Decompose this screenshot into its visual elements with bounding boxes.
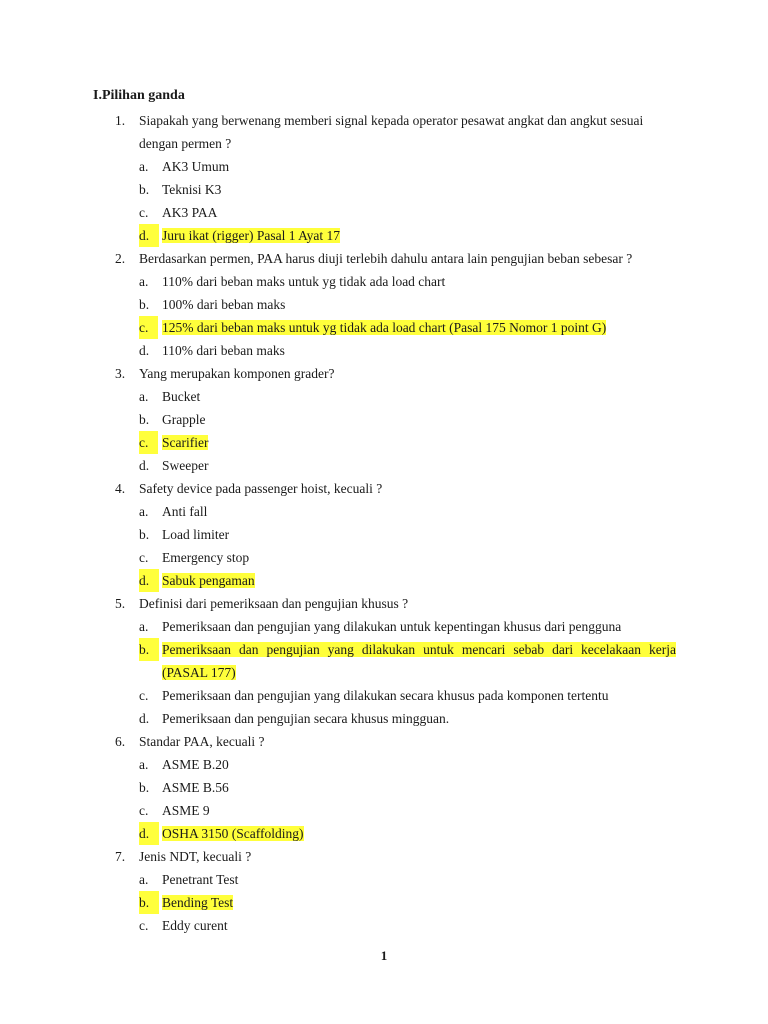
option (0, 868, 768, 891)
option-text-wrap (162, 822, 676, 845)
option-text-wrap (162, 385, 676, 408)
option-text: Pemeriksaan dan pengujian yang dilakukan secara khusus pada komponen tertentu (162, 688, 609, 703)
option-text-wrap (162, 178, 676, 201)
option-text-wrap (162, 431, 676, 454)
option-letter: b. (139, 297, 150, 312)
option-text-wrap (162, 201, 676, 224)
option (0, 799, 768, 822)
option-text-wrap (162, 891, 676, 914)
highlighted-answer-text: Pemeriksaan dan pengujian yang dilakukan untuk mencari sebab dari kecelakaan kerja (PASAL 177) (162, 642, 676, 680)
highlighted-answer-text: Bending Test (162, 895, 234, 910)
option-text: Bucket (162, 389, 201, 404)
option-text: Anti fall (162, 504, 208, 519)
question-text: Yang merupakan komponen grader? (139, 366, 335, 381)
question-number: 3. (115, 366, 126, 381)
question-stem (0, 362, 768, 385)
option-text: ASME B.56 (162, 780, 229, 795)
highlighted-answer-text: 125% dari beban maks untuk yg tidak ada load chart (Pasal 175 Nomor 1 point G) (162, 320, 607, 335)
option (0, 201, 768, 224)
option-text-wrap (162, 523, 676, 546)
question-stem (0, 247, 768, 270)
option-letter: d. (139, 458, 150, 473)
option-text-wrap (162, 454, 676, 477)
question-7 (0, 845, 768, 937)
option-letter: a. (139, 504, 149, 519)
option-text: Emergency stop (162, 550, 250, 565)
option (0, 546, 768, 569)
option (0, 408, 768, 431)
question-2 (0, 247, 768, 362)
option-letter: c. (139, 431, 158, 454)
option-text: 100% dari beban maks (162, 297, 286, 312)
option-text-wrap (162, 500, 676, 523)
option-correct-answer (0, 891, 768, 914)
option-letter: a. (139, 159, 149, 174)
option-text: ASME B.20 (162, 757, 229, 772)
option-letter: b. (139, 891, 159, 914)
option-letter: b. (139, 638, 159, 661)
option-text-wrap (162, 615, 676, 638)
option (0, 523, 768, 546)
question-text: Definisi dari pemeriksaan dan pengujian khusus ? (139, 596, 409, 611)
option-letter: c. (139, 803, 149, 818)
question-text: Siapakah yang berwenang memberi signal kepada operator pesawat angkat dan angkut sesuai dengan permen ? (139, 113, 644, 151)
highlighted-answer-text: Juru ikat (rigger) Pasal 1 Ayat 17 (162, 228, 340, 243)
highlighted-answer-text: OSHA 3150 (Scaffolding) (162, 826, 304, 841)
option-correct-answer (0, 569, 768, 592)
question-stem (0, 730, 768, 753)
option-correct-answer (0, 224, 768, 247)
option-text-wrap (162, 684, 676, 707)
question-3 (0, 362, 768, 477)
question-number: 1. (115, 113, 126, 128)
question-text: Safety device pada passenger hoist, kecuali ? (139, 481, 383, 496)
option (0, 339, 768, 362)
option (0, 385, 768, 408)
option-text: Pemeriksaan dan pengujian secara khusus mingguan. (162, 711, 450, 726)
question-list (0, 109, 768, 937)
option (0, 178, 768, 201)
option-text-wrap (162, 914, 676, 937)
option-letter: d. (139, 343, 150, 358)
question-stem (0, 592, 768, 615)
question-stem (0, 109, 768, 155)
question-number: 4. (115, 481, 126, 496)
question-text: Standar PAA, kecuali ? (139, 734, 265, 749)
question-stem (0, 477, 768, 500)
option-letter: d. (139, 569, 159, 592)
option (0, 707, 768, 730)
option-text-wrap (162, 316, 676, 339)
option-text-wrap (162, 408, 676, 431)
option-text-wrap (162, 293, 676, 316)
option-text-wrap (162, 868, 676, 891)
option-letter: a. (139, 389, 149, 404)
option-text-wrap (162, 339, 676, 362)
option-text: Eddy curent (162, 918, 228, 933)
option-text-wrap (162, 799, 676, 822)
option-letter: d. (139, 711, 150, 726)
option-letter: b. (139, 412, 150, 427)
option-letter: a. (139, 757, 149, 772)
question-text: Berdasarkan permen, PAA harus diuji terlebih dahulu antara lain pengujian beban sebesar ? (139, 251, 633, 266)
option-text: Penetrant Test (162, 872, 239, 887)
option-text-wrap (162, 569, 676, 592)
question-5 (0, 592, 768, 730)
option-text: AK3 PAA (162, 205, 218, 220)
option-text: 110% dari beban maks untuk yg tidak ada load chart (162, 274, 446, 289)
question-number: 2. (115, 251, 126, 266)
option-letter: c. (139, 550, 149, 565)
option (0, 753, 768, 776)
option-correct-answer (0, 431, 768, 454)
option (0, 454, 768, 477)
section-title: I.Pilihan ganda (93, 88, 185, 103)
option-text-wrap (162, 155, 676, 178)
option-letter: b. (139, 527, 150, 542)
option-letter: c. (139, 688, 149, 703)
question-4 (0, 477, 768, 592)
option (0, 914, 768, 937)
option-text-wrap (162, 753, 676, 776)
option-text: 110% dari beban maks (162, 343, 285, 358)
option-text: Sweeper (162, 458, 209, 473)
option-letter: a. (139, 274, 149, 289)
option-letter: c. (139, 918, 149, 933)
option-letter: d. (139, 822, 159, 845)
option (0, 684, 768, 707)
question-1 (0, 109, 768, 247)
option-letter: c. (139, 316, 158, 339)
highlighted-answer-text: Scarifier (162, 435, 209, 450)
option-text-wrap (162, 638, 676, 684)
option-text-wrap (162, 707, 676, 730)
option-letter: b. (139, 182, 150, 197)
page-number: 1 (380, 948, 388, 963)
option-text: Teknisi K3 (162, 182, 222, 197)
question-number: 5. (115, 596, 126, 611)
question-6 (0, 730, 768, 845)
option-text-wrap (162, 546, 676, 569)
option-correct-answer (0, 638, 768, 684)
option-letter: a. (139, 619, 149, 634)
option-letter: a. (139, 872, 149, 887)
option-letter: c. (139, 205, 149, 220)
option-correct-answer (0, 316, 768, 339)
question-text: Jenis NDT, kecuali ? (139, 849, 252, 864)
option (0, 155, 768, 178)
option-text: AK3 Umum (162, 159, 230, 174)
option (0, 776, 768, 799)
option-text: Pemeriksaan dan pengujian yang dilakukan untuk kepentingan khusus dari pengguna (162, 619, 622, 634)
question-number: 6. (115, 734, 126, 749)
option-text: ASME 9 (162, 803, 210, 818)
option (0, 270, 768, 293)
option-text-wrap (162, 224, 676, 247)
option (0, 615, 768, 638)
option-text-wrap (162, 776, 676, 799)
option-text-wrap (162, 270, 676, 293)
option-correct-answer (0, 822, 768, 845)
option-text: Grapple (162, 412, 206, 427)
question-number: 7. (115, 849, 126, 864)
option-letter: d. (139, 224, 159, 247)
option-text: Load limiter (162, 527, 230, 542)
option (0, 293, 768, 316)
option-letter: b. (139, 780, 150, 795)
question-stem (0, 845, 768, 868)
highlighted-answer-text: Sabuk pengaman (162, 573, 255, 588)
option (0, 500, 768, 523)
